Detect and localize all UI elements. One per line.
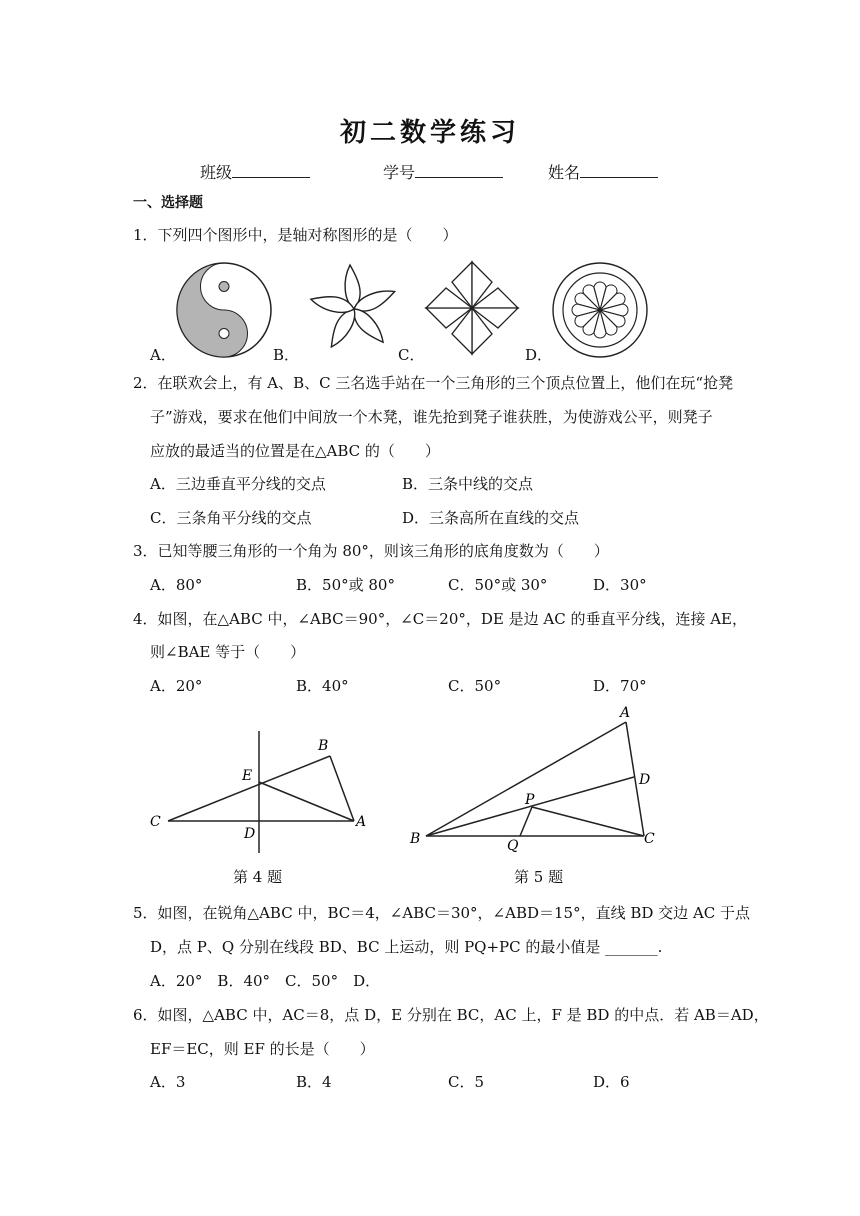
q2-line2: 子”游戏，要求在他们中间放一个木凳，谁先抢到凳子谁获胜，为使游戏公平，则凳子: [150, 408, 713, 426]
q1-option-c: C．: [398, 346, 425, 364]
class-field: [200, 160, 310, 183]
yin-yang-figure: [174, 260, 274, 360]
figure-5-caption: 第 5 题: [514, 868, 564, 886]
fig4-label-e: E: [242, 768, 253, 784]
q1-stem: 1．下列四个图形中，是轴对称图形的是（ ）: [133, 226, 458, 244]
fig5-label-c: C: [644, 831, 655, 847]
figure-5-diagram: [400, 700, 670, 860]
q6-option-b: B．4: [296, 1073, 332, 1091]
q1-option-a: A．: [150, 346, 176, 364]
fig4-label-b: B: [318, 738, 329, 754]
q2-option-c: C．三条角平分线的交点: [150, 509, 312, 527]
q2-line1: 2．在联欢会上，有 A、B、C 三名选手站在一个三角形的三个顶点位置上，他们在玩“抢凳: [133, 374, 734, 392]
q4-line2: 则∠BAE 等于（ ）: [150, 643, 306, 661]
q2-option-a: A．三边垂直平分线的交点: [150, 475, 326, 493]
name-label: 姓名: [548, 163, 581, 182]
number-blank: [415, 163, 503, 178]
q2-option-b: B．三条中线的交点: [402, 475, 534, 493]
q5-line1: 5．如图，在锐角△ABC 中，BC＝4，∠ABC＝30°，∠ABD＝15°，直线 BD 交边 AC 于点: [133, 904, 751, 922]
page-title: 初二数学练习: [339, 118, 520, 148]
q3-option-c: C．50°或 30°: [448, 576, 548, 594]
class-label: 班级: [200, 163, 233, 182]
q1-option-b: B．: [273, 346, 300, 364]
q4-option-b: B．40°: [296, 677, 349, 695]
fig5-label-p: P: [525, 792, 535, 808]
number-label: 学号: [383, 163, 416, 182]
figure-4-caption: 第 4 题: [233, 868, 283, 886]
q6-option-d: D．6: [593, 1073, 630, 1091]
fig4-label-c: C: [150, 814, 161, 830]
q6-line2: EF＝EC，则 EF 的长是（ ）: [150, 1040, 375, 1058]
q6-option-c: C．5: [448, 1073, 485, 1091]
fig5-label-b: B: [410, 831, 421, 847]
fig5-label-q: Q: [507, 838, 519, 854]
leaf-pinwheel-figure: [300, 255, 408, 363]
flower-circle-figure: [550, 260, 650, 360]
q6-line1: 6．如图，△ABC 中，AC＝8，点 D，E 分别在 BC，AC 上，F 是 BD 的中点．若 AB＝AD，: [133, 1006, 769, 1024]
triangle-pinwheel-figure: [422, 258, 522, 358]
q3-option-a: A．80°: [150, 576, 203, 594]
figure-4-diagram: [140, 725, 380, 860]
name-blank: [580, 163, 658, 178]
name-field: [548, 160, 658, 183]
class-blank: [232, 163, 310, 178]
q2-option-d: D．三条高所在直线的交点: [402, 509, 580, 527]
q4-option-c: C．50°: [448, 677, 502, 695]
fig4-label-d: D: [244, 826, 256, 842]
q5-line2: D，点 P、Q 分别在线段 BD、BC 上运动，则 PQ+PC 的最小值是 _______.: [150, 938, 663, 956]
q1-option-d: D．: [525, 346, 553, 364]
q4-option-d: D．70°: [593, 677, 647, 695]
q3-option-d: D．30°: [593, 576, 647, 594]
q4-line1: 4．如图，在△ABC 中，∠ABC＝90°，∠C＝20°，DE 是边 AC 的垂直平分线，连接 AE，: [133, 610, 747, 628]
fig5-label-d: D: [639, 772, 651, 788]
section-heading: 一、选择题: [133, 195, 203, 211]
q6-option-a: A．3: [150, 1073, 186, 1091]
q3-stem: 3．已知等腰三角形的一个角为 80°，则该三角形的底角度数为（ ）: [133, 542, 609, 560]
fig4-label-a: A: [356, 814, 367, 830]
q5-options: A．20° B．40° C．50° D．: [150, 972, 381, 990]
number-field: [383, 160, 503, 183]
q3-option-b: B．50°或 80°: [296, 576, 395, 594]
q2-line3: 应放的最适当的位置是在△ABC 的（ ）: [150, 442, 440, 460]
q4-option-a: A．20°: [150, 677, 203, 695]
fig5-label-a: A: [620, 705, 631, 721]
